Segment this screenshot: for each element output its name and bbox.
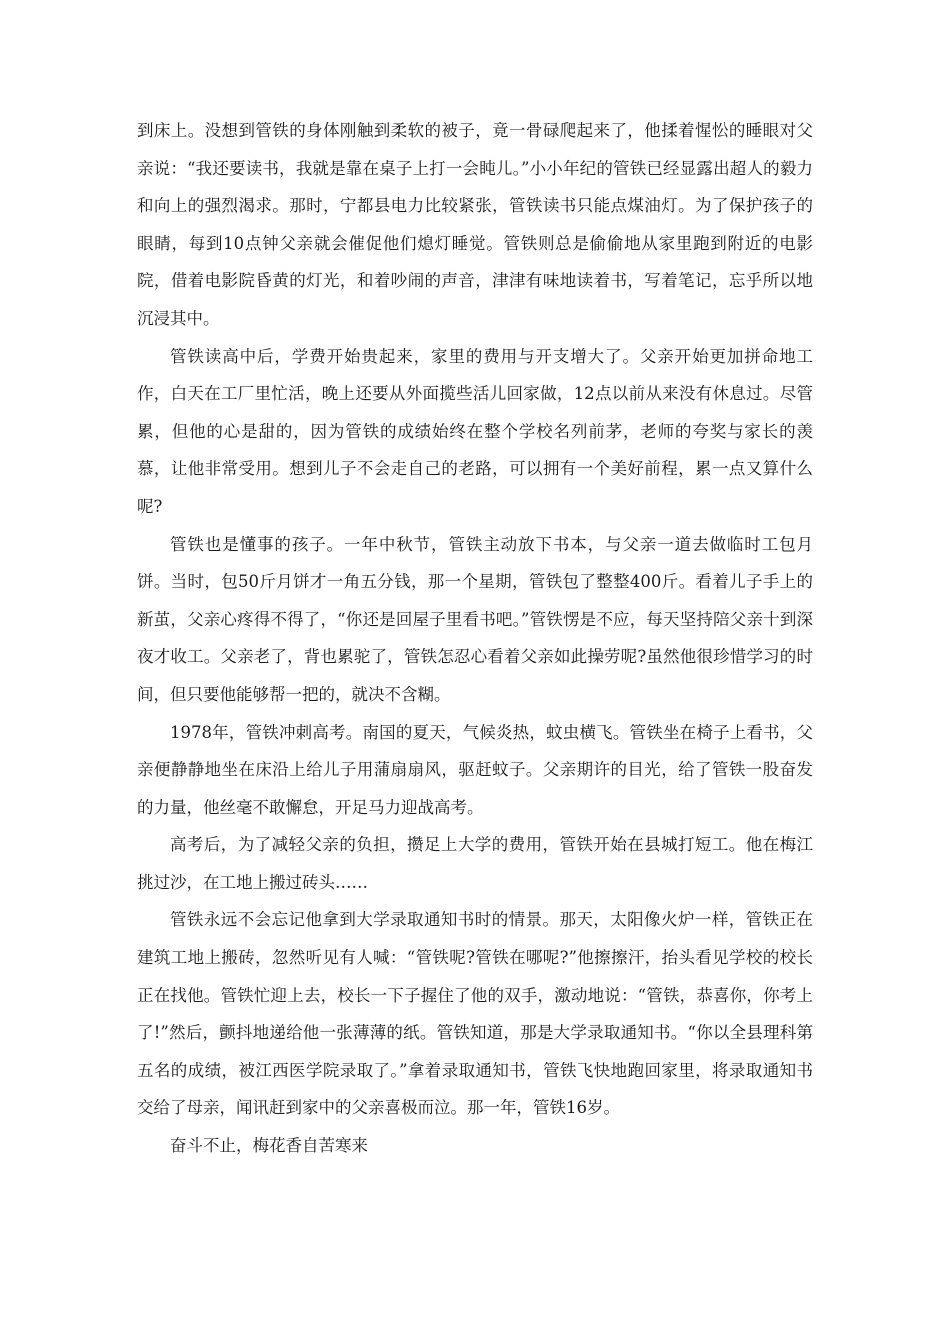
paragraph: 管铁永远不会忘记他拿到大学录取通知书时的情景。那天，太阳像火炉一样，管铁正在建筑工地上搬砖，忽然听见有人喊：“管铁呢?管铁在哪呢?”他擦擦汗，抬头看见学校的校长正在找他。管铁忙迎上去，校长一下子握住了他的双手，激动地说：“管铁，恭喜你，你考上了!”然后，颤抖地递给他一张薄薄的纸。管铁知道，那是大学录取通知书。“你以全县理科第五名的成绩，被江西医学院录取了。”拿着录取通知书，管铁飞快地跑回家里，将录取通知书交给了母亲，闻讯赶到家中的父亲喜极而泣。那一年，管铁16岁。 — [137, 910, 813, 1118]
paragraph: 高考后，为了减轻父亲的负担，攒足上大学的费用，管铁开始在县城打短工。他在梅江挑过沙，在工地上搬过砖头…… — [137, 835, 813, 892]
paragraph: 1978年，管铁冲刺高考。南国的夏天，气候炎热，蚊虫横飞。管铁坐在椅子上看书，父亲便静静地坐在床沿上给儿子用蒲扇扇风，驱赶蚊子。父亲期许的目光，给了管铁一股奋发的力量，他丝毫不敢懈怠，开足马力迎战高考。 — [137, 722, 813, 817]
document-body — [137, 112, 813, 1165]
paragraph-continued: 到床上。没想到管铁的身体刚触到柔软的被子，竟一骨碌爬起来了，他揉着惺忪的睡眼对父亲说：“我还要读书，我就是靠在桌子上打一会盹儿。”小小年纪的管铁已经显露出超人的毅力和向上的强烈渴求。那时，宁都县电力比较紧张，管铁读书只能点煤油灯。为了保护孩子的眼睛，每到10点钟父亲就会催促他们熄灯睡觉。管铁则总是偷偷地从家里跑到附近的电影院，借着电影院昏黄的灯光，和着吵闹的声音，津津有味地读着书，写着笔记，忘乎所以地沉浸其中。 — [137, 121, 813, 328]
paragraph: 管铁读高中后，学费开始贵起来，家里的费用与开支增大了。父亲开始更加拼命地工作，白天在工厂里忙活，晚上还要从外面揽些活儿回家做，12点以前从来没有休息过。尽管累，但他的心是甜的，因为管铁的成绩始终在整个学校名列前茅，老师的夸奖与家长的羡慕，让他非常受用。想到儿子不会走自己的老路，可以拥有一个美好前程，累一点又算什么呢? — [137, 346, 813, 516]
section-heading: 奋斗不止，梅花香自苦寒来 — [170, 1136, 368, 1156]
paragraph: 管铁也是懂事的孩子。一年中秋节，管铁主动放下书本，与父亲一道去做临时工包月饼。当时，包50斤月饼才一角五分钱，那一个星期，管铁包了整整400斤。看着儿子手上的新茧，父亲心疼得不得了，“你还是回屋子里看书吧。”管铁愣是不应，每天坚持陪父亲十到深夜才收工。父亲老了，背也累驼了，管铁怎忍心看着父亲如此操劳呢?虽然他很珍惜学习的时间，但只要他能够帮一把的，就决不含糊。 — [137, 534, 813, 704]
